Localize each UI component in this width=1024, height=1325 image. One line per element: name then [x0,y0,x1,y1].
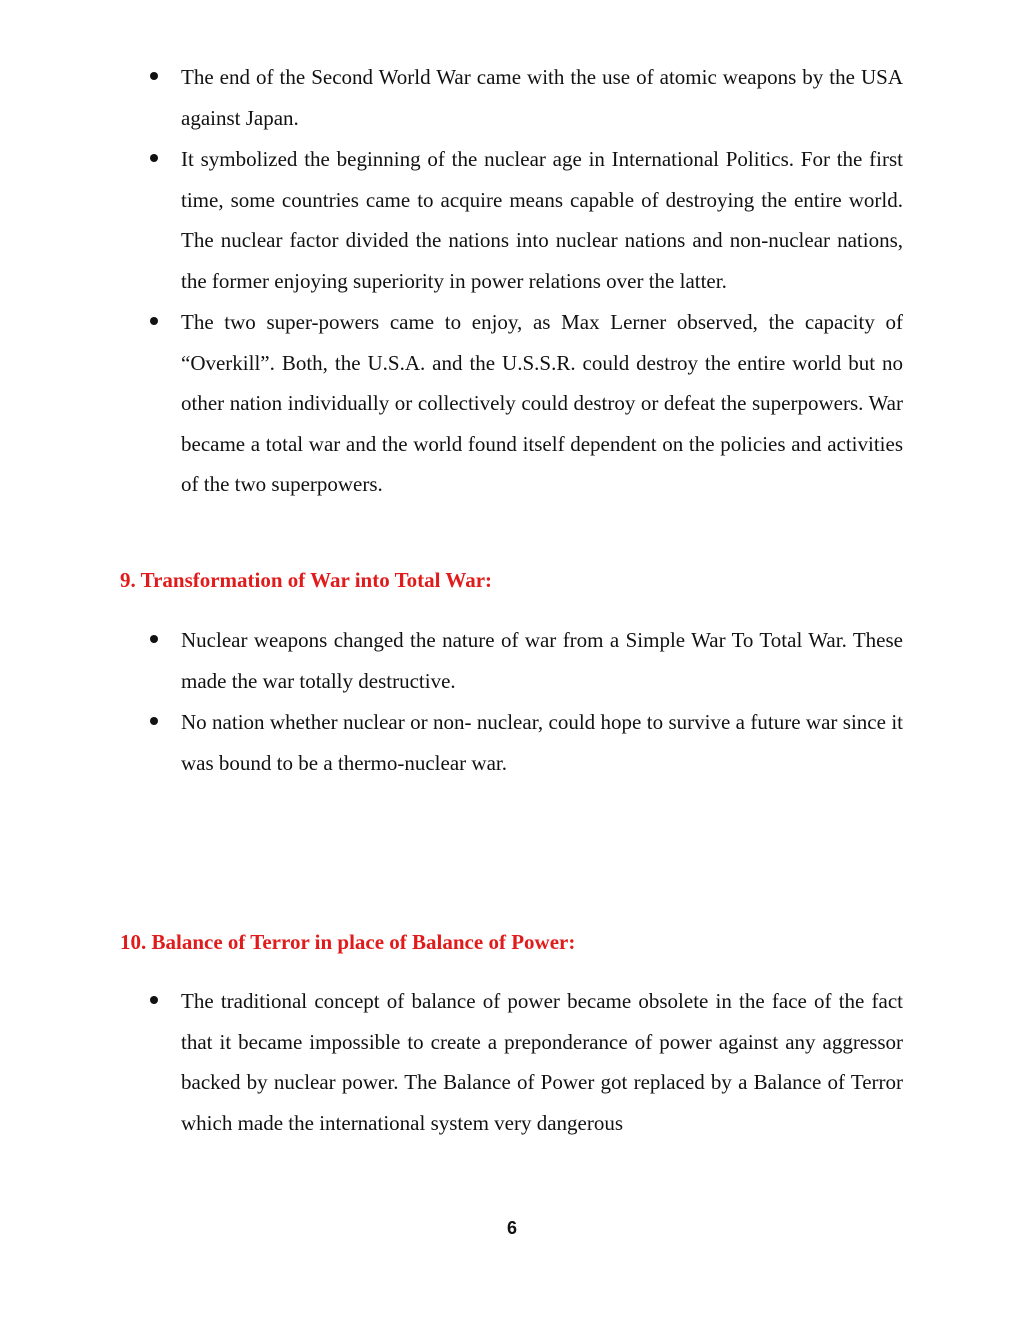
section-9-bullet-list [150,620,903,783]
bullet-text: The traditional concept of balance of power became obsolete in the face of the fact that it became impossible to create a preponderance of power against any aggressor backed by nuclear power. The Balance of Power got replaced by a Balance of Terror which made the international system very dangerous [181,989,903,1135]
list-item [150,620,903,701]
list-item [150,302,903,505]
bullet-text: It symbolized the beginning of the nuclear age in International Politics. For the first time, some countries came to acquire means capable of destroying the entire world. The nuclear factor divided the nations into nuclear nations and non-nuclear nations, the former enjoying superiority in power relations over the latter. [181,147,903,293]
list-item [150,981,903,1143]
bullet-text: Nuclear weapons changed the nature of war from a Simple War To Total War. These made the war totally destructive. [181,628,903,693]
bullet-icon [150,635,158,643]
bullet-icon [150,317,158,325]
section-9-heading: 9. Transformation of War into Total War: [120,568,493,592]
page-number: 6 [506,1218,517,1238]
list-item [150,57,903,138]
list-item [150,139,903,301]
section-10-bullet-list [150,981,903,1143]
bullet-text: The two super-powers came to enjoy, as Max Lerner observed, the capacity of “Overkill”. Both, the U.S.A. and the U.S.S.R. could destroy the entire world but no other nation individually or collectively could destroy or defeat the superpowers. War became a total war and the world found itself dependent on the policies and activities of the two superpowers. [181,310,903,496]
bullet-text: No nation whether nuclear or non- nuclear, could hope to survive a future war since it was bound to be a thermo-nuclear war. [181,710,903,775]
bullet-icon [150,996,158,1004]
list-item [150,702,903,783]
intro-bullet-list [150,57,903,505]
bullet-icon [150,717,158,725]
bullet-icon [150,154,158,162]
bullet-icon [150,72,158,80]
bullet-text: The end of the Second World War came with the use of atomic weapons by the USA against Japan. [181,65,903,130]
section-10-heading: 10. Balance of Terror in place of Balance of Power: [120,930,576,954]
